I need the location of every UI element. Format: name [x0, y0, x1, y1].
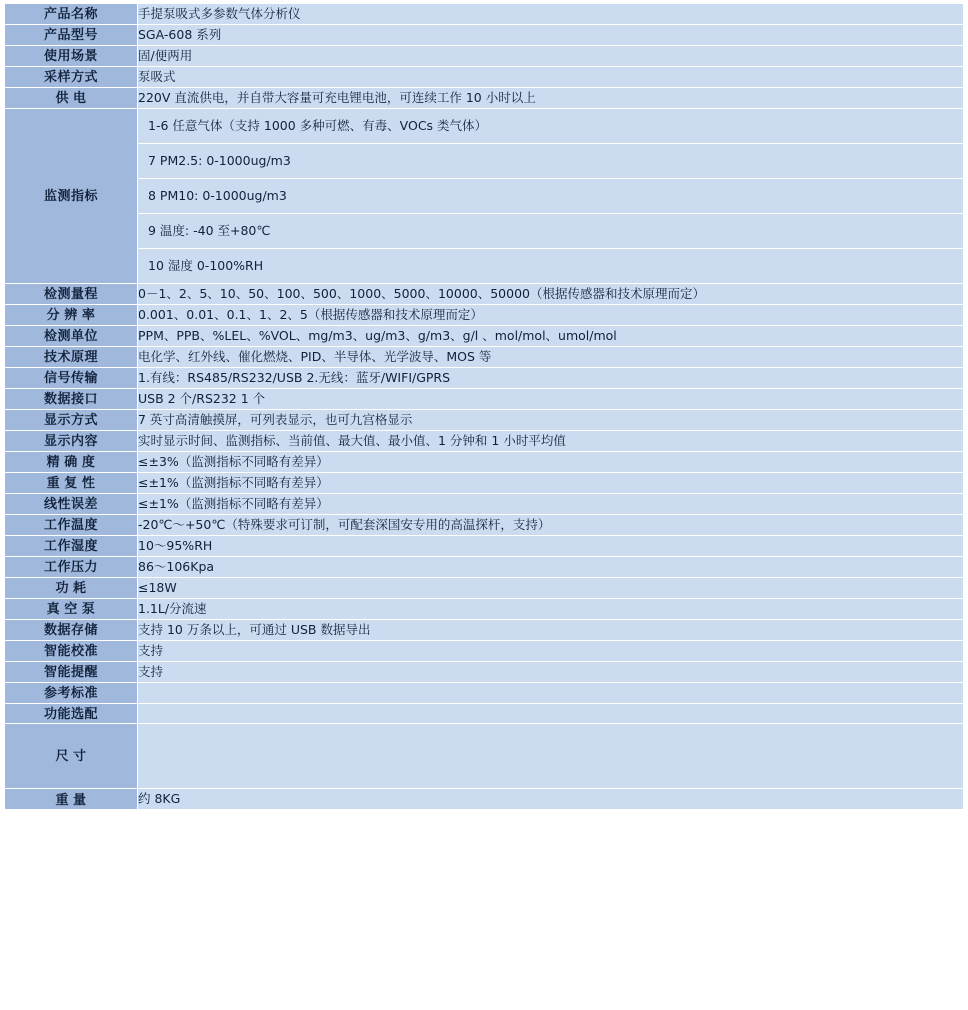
row-label: 检测量程 — [5, 284, 138, 305]
row-value: 泵吸式 — [138, 67, 964, 88]
table-row — [5, 789, 964, 810]
row-label: 产品名称 — [5, 4, 138, 25]
table-row — [5, 494, 964, 515]
row-value: ≤18W — [138, 578, 964, 599]
row-value: SGA-608 系列 — [138, 25, 964, 46]
row-value: 手提泵吸式多参数气体分析仪 — [138, 4, 964, 25]
row-value: PPM、PPB、%LEL、%VOL、mg/m3、ug/m3、g/m3、g/l 、mol/mol、umol/mol — [138, 326, 964, 347]
table-row — [5, 557, 964, 578]
row-label: 显示内容 — [5, 431, 138, 452]
row-value: 1.1L/分流速 — [138, 599, 964, 620]
table-row — [5, 326, 964, 347]
row-value: ≤±1%（监测指标不同略有差异） — [138, 494, 964, 515]
row-label: 显示方式 — [5, 410, 138, 431]
row-value: 电化学、红外线、催化燃烧、PID、半导体、光学波导、MOS 等 — [138, 347, 964, 368]
list-item: 7 PM2.5: 0-1000ug/m3 — [138, 144, 963, 179]
row-label: 重 复 性 — [5, 473, 138, 494]
row-value: 支持 10 万条以上，可通过 USB 数据导出 — [138, 620, 964, 641]
row-label: 使用场景 — [5, 46, 138, 67]
row-label: 智能校准 — [5, 641, 138, 662]
table-row — [5, 578, 964, 599]
row-value: -20℃～+50℃（特殊要求可订制，可配套深国安专用的高温探杆，支持） — [138, 515, 964, 536]
row-label: 工作湿度 — [5, 536, 138, 557]
table-row — [5, 347, 964, 368]
row-value: 实时显示时间、监测指标、当前值、最大值、最小值、1 分钟和 1 小时平均值 — [138, 431, 964, 452]
list-item: 9 温度: -40 至+80℃ — [138, 214, 963, 249]
row-value — [138, 810, 964, 811]
row-label: 线性误差 — [5, 494, 138, 515]
table-row — [5, 88, 964, 109]
list-item: 1-6 任意气体（支持 1000 多种可燃、有毒、VOCs 类气体） — [138, 109, 963, 144]
table-row — [5, 305, 964, 326]
row-value: 86～106Kpa — [138, 557, 964, 578]
row-value — [138, 683, 964, 704]
row-label: 分 辨 率 — [5, 305, 138, 326]
row-value: 7 英寸高清触摸屏，可列表显示，也可九宫格显示 — [138, 410, 964, 431]
option-line — [138, 733, 963, 756]
row-value: 10～95%RH — [138, 536, 964, 557]
table-row — [5, 46, 964, 67]
row-value: 支持 — [138, 641, 964, 662]
table-row — [5, 284, 964, 305]
table-row — [5, 452, 964, 473]
table-row — [5, 599, 964, 620]
table-row — [5, 515, 964, 536]
row-value: 1.有线：RS485/RS232/USB 2.无线：蓝牙/WIFI/GPRS — [138, 368, 964, 389]
row-value-standards — [138, 703, 964, 724]
row-value: 0－1、2、5、10、50、100、500、1000、5000、10000、50000（根据传感器和技术原理而定） — [138, 284, 964, 305]
row-value-group — [138, 109, 964, 284]
row-label: 智能提醒 — [5, 662, 138, 683]
row-value: 固/便两用 — [138, 46, 964, 67]
row-label: 精 确 度 — [5, 452, 138, 473]
table-row — [5, 410, 964, 431]
option-line — [138, 756, 963, 779]
row-value: 约 8KG — [138, 789, 964, 810]
table-row — [5, 641, 964, 662]
row-value: USB 2 个/RS232 1 个 — [138, 389, 964, 410]
monitoring-index-list — [138, 109, 963, 283]
row-value: ≤±3%（监测指标不同略有差异） — [138, 452, 964, 473]
table-row — [5, 662, 964, 683]
row-label: 监测指标 — [5, 109, 138, 284]
row-label: 尺 寸 — [5, 724, 138, 789]
table-row — [5, 389, 964, 410]
list-item: 10 湿度 0-100%RH — [138, 249, 963, 284]
table-row — [5, 25, 964, 46]
table-row — [5, 536, 964, 557]
table-row — [5, 620, 964, 641]
row-label: 数据存储 — [5, 620, 138, 641]
table-row — [5, 67, 964, 88]
row-label: 工作温度 — [5, 515, 138, 536]
product-spec-table — [4, 3, 964, 811]
table-row — [5, 810, 964, 811]
table-row — [5, 431, 964, 452]
row-value: 220V 直流供电，并自带大容量可充电锂电池，可连续工作 10 小时以上 — [138, 88, 964, 109]
row-label: 功 耗 — [5, 578, 138, 599]
row-value-options — [138, 724, 964, 789]
list-item: 8 PM10: 0-1000ug/m3 — [138, 179, 963, 214]
table-row — [5, 368, 964, 389]
row-value: 支持 — [138, 662, 964, 683]
row-label: 工作压力 — [5, 557, 138, 578]
row-label: 功能选配 — [5, 703, 138, 724]
row-label: 技术原理 — [5, 347, 138, 368]
row-label: 数据接口 — [5, 389, 138, 410]
row-value: ≤±1%（监测指标不同略有差异） — [138, 473, 964, 494]
row-label: 产品型号 — [5, 25, 138, 46]
table-row-monitoring-index — [5, 109, 964, 284]
table-row-standards — [5, 703, 964, 724]
row-label: 供 电 — [5, 88, 138, 109]
row-label: 检测单位 — [5, 326, 138, 347]
table-row — [5, 683, 964, 704]
table-row — [5, 473, 964, 494]
row-label: 信号传输 — [5, 368, 138, 389]
row-label — [5, 810, 138, 811]
row-label: 参考标准 — [5, 683, 138, 704]
table-row — [5, 4, 964, 25]
row-label: 重 量 — [5, 789, 138, 810]
row-label: 采样方式 — [5, 67, 138, 88]
row-value: 0.001、0.01、0.1、1、2、5（根据传感器和技术原理而定） — [138, 305, 964, 326]
row-label: 真 空 泵 — [5, 599, 138, 620]
table-row-options — [5, 724, 964, 789]
